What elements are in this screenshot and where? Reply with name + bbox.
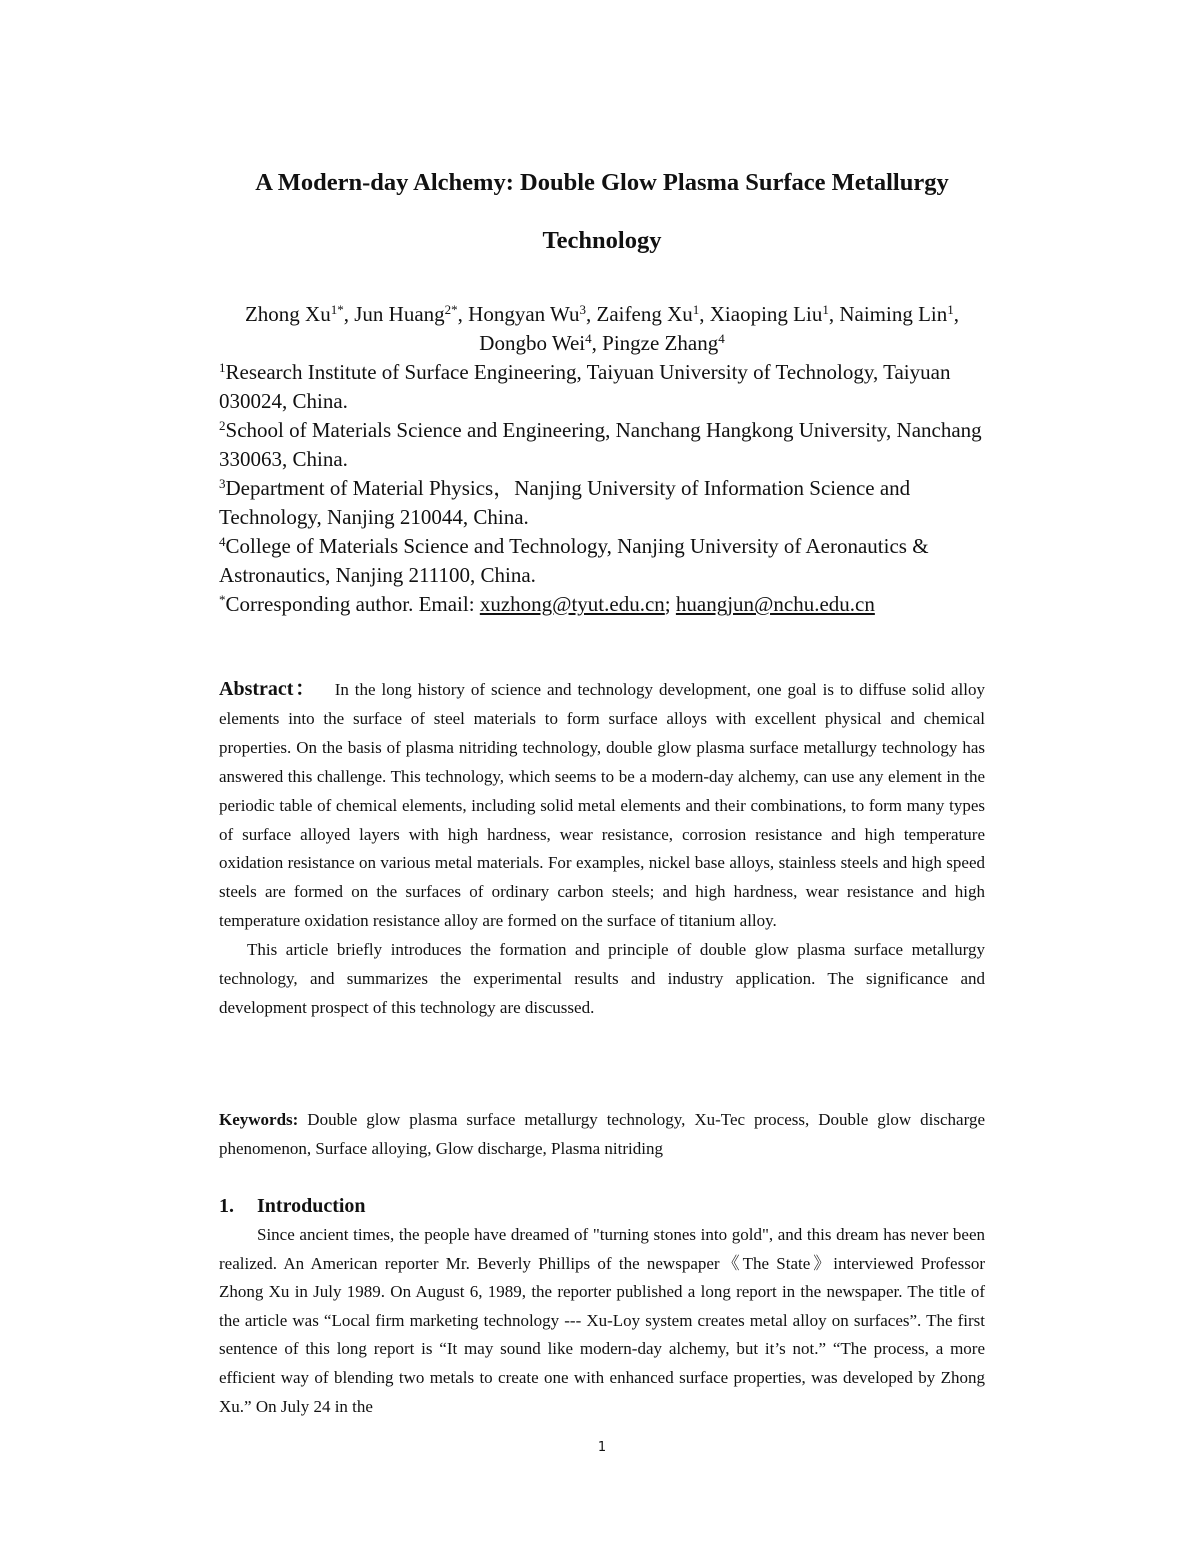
abstract-paragraph: Abstract： In the long history of science and technology development, one goal is to diffuse solid alloy elements into the surface of steel materials to form surface alloys with excellent physical and chemical properties. On the basis of plasma nitriding technology, double glow plasma surface metallurgy technology has answered this challenge. This technology, which seems to be a modern-day alchemy, can use any element in the periodic table of chemical elements, including solid metal elements and their combinations, to form many types of surface alloyed layers with high hardness, wear resistance, corrosion resistance and high temperature oxidation resistance on various metal materials. For examples, nickel base alloys, stainless steels and high speed steels are formed on the surfaces of ordinary carbon steels; and high hardness, wear resistance and high temperature oxidation resistance alloy are formed on the surface of titanium alloy. bbox=[219, 678, 985, 931]
author: Naiming Lin$^1$ bbox=[839, 301, 954, 326]
section-heading bbox=[219, 1192, 985, 1220]
keywords-label: Keywords: bbox=[219, 1110, 299, 1129]
page-number: 1 bbox=[597, 1440, 607, 1455]
paper-title: A Modern-day Alchemy: Double Glow Plasma Surface Metallurgy Technology bbox=[255, 169, 949, 254]
intro-paragraph: Since ancient times, the people have dreamed of "turning stones into gold", and this dream has never been realized. An American reporter Mr. Beverly Phillips of the newspaper《The State》interviewed Professor Zhong Xu in July 1989. On August 6, 1989, the reporter published a long report in the newspaper. The title of the article was “Local firm marketing technology --- Xu-Loy system creates metal alloy on surfaces”. The first sentence of this long report is “It may sound like modern-day alchemy, but it’s not.” “The process, a more efficient way of blending two metals to create one with enhanced surface properties, was developed by Zhong Xu.” On July 24 in the bbox=[219, 1225, 985, 1416]
author: Zaifeng Xu$^1$ bbox=[596, 301, 700, 326]
author: Zhong $Xu^{1*}$ bbox=[244, 301, 344, 326]
author: Xiaoping Liu$^1$ bbox=[709, 301, 829, 326]
abstract bbox=[219, 675, 985, 1023]
email-link[interactable]: huangjun@nchu.edu.cn bbox=[675, 592, 875, 616]
abstract-paragraph: This article briefly introduces the formation and principle of double glow plasma surface metallurgy technology, and summarizes the experimental results and industry application. The significance and development prospect of this technology are discussed. bbox=[219, 940, 985, 1017]
affiliation: $^1$Research Institute of Surface Engineering, Taiyuan University of Technology, Taiyuan 030024, China. bbox=[219, 359, 951, 413]
author: Jun Huang$^{2*}$ bbox=[354, 301, 458, 326]
section-number: 1. bbox=[219, 1195, 234, 1217]
corresponding-author: *Corresponding author. Email: xuzhong@tyut.edu.cn; huangjun@nchu.edu.cn bbox=[219, 591, 875, 616]
paper-page bbox=[219, 0, 985, 1553]
section-title: Introduction bbox=[257, 1195, 366, 1217]
abstract-label: Abstract： bbox=[219, 678, 317, 700]
keywords: Keywords: Double glow plasma surface metallurgy technology, Xu-Tec process, Double glow discharge phenomenon, Surface alloying, Glow discharge, Plasma nitriding bbox=[219, 1110, 985, 1158]
author: Dongbo Wei$^4$ bbox=[479, 330, 592, 355]
affiliation: $^3$Department of Material Physics，Nanjing University of Information Science and Technology, Nanjing 210044, China. bbox=[219, 475, 911, 529]
affiliation: $^2$School of Materials Science and Engineering, Nanchang Hangkong University, Nanchang 330063, China. bbox=[219, 417, 982, 471]
author-list: Zhong $Xu^{1*}$, Jun Huang$^{2*}$, Hongyan Wu$^3$, Zaifeng Xu$^1$, Xiaoping Liu$^1$, Naiming Lin$^1$, Dongbo Wei$^4$, Pingze Zhang$^4$ bbox=[244, 301, 960, 355]
affiliation: $^4$College of Materials Science and Technology, Nanjing University of Aeronautics & Astronautics, Nanjing 211100, China. bbox=[219, 533, 929, 587]
affiliation-list bbox=[219, 358, 985, 619]
author: Pingze Zhang$^4$ bbox=[602, 330, 725, 355]
email-link[interactable]: xuzhong@tyut.edu.cn bbox=[479, 592, 665, 616]
author: Hongyan Wu$^3$ bbox=[468, 301, 587, 326]
